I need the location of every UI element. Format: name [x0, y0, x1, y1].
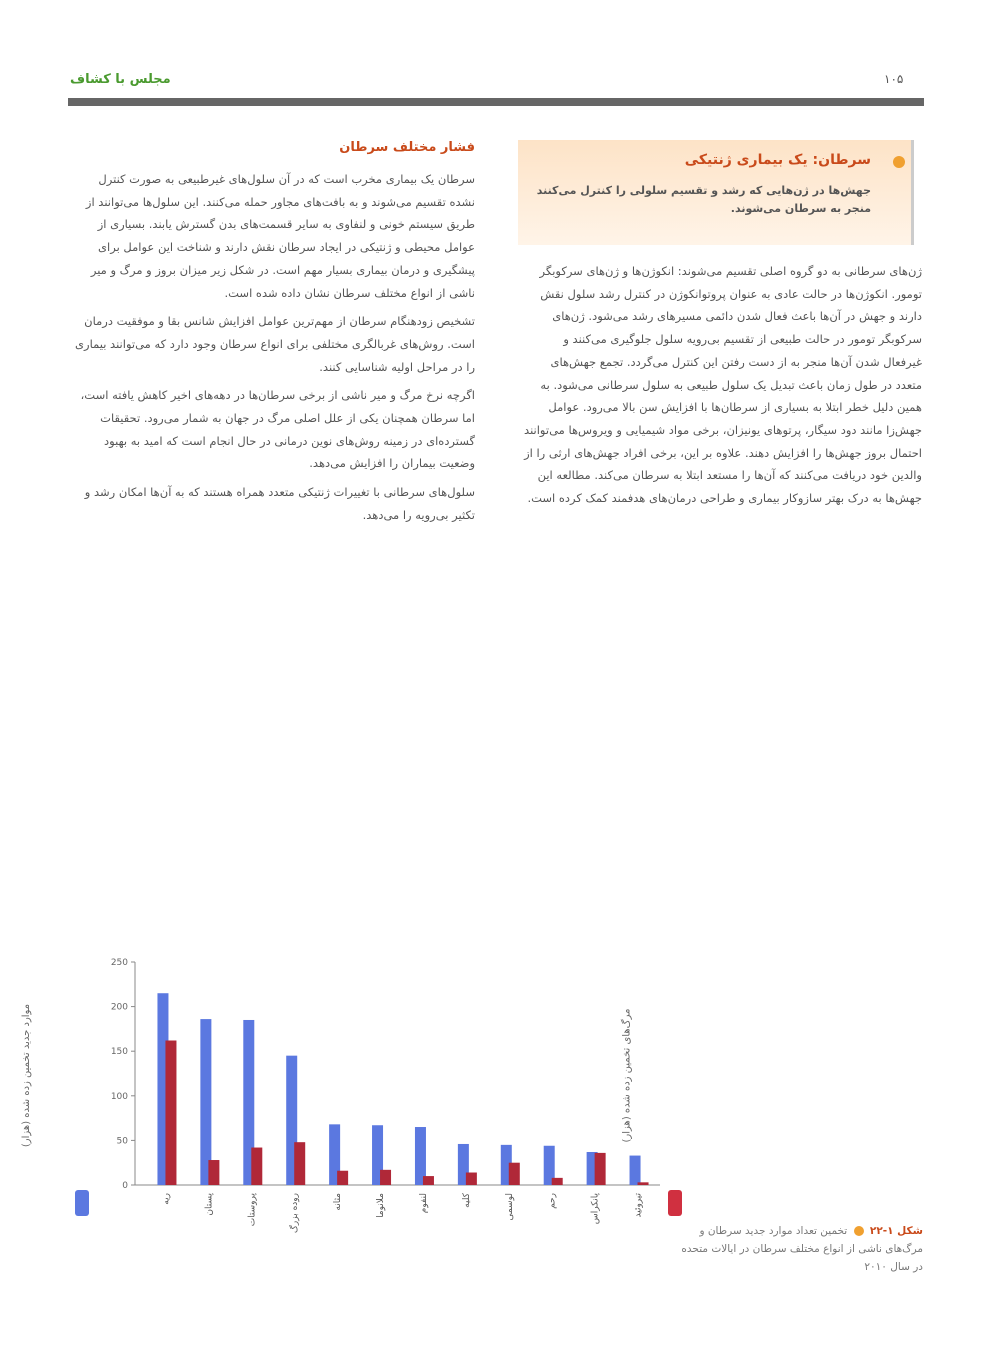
left-column-text: [70, 168, 475, 938]
bar-deaths: [509, 1163, 520, 1185]
right-axis-label: مرگ‌های تخمین زده شده (هزار): [621, 1008, 633, 1143]
section-title: فشار مختلف سرطان: [339, 140, 475, 155]
y-tick-label: 200: [110, 1002, 128, 1013]
y-tick-label: 250: [110, 958, 128, 968]
figure-caption: [678, 1222, 923, 1276]
paragraph: تشخیص زودهنگام سرطان از مهم‌ترین عوامل افزایش شانس بقا و موفقیت درمان است. روش‌های غربالگری مختلفی برای انواع سرطان وجود دارد که می‌توانند بیماری را در مراحل اولیه شناسایی کنند.: [75, 314, 475, 374]
y-tick-label: 50: [116, 1136, 128, 1147]
bar-deaths: [552, 1178, 563, 1185]
category-label: لوسمی: [504, 1193, 515, 1221]
figure-label: شکل ۱-۲۲: [869, 1225, 923, 1237]
category-label: ملانوما: [376, 1193, 387, 1218]
box-subtitle: جهش‌ها در ژن‌هایی که رشد و تقسیم سلولی را کنترل می‌کنند منجر به سرطان می‌شوند.: [536, 184, 871, 215]
bar-deaths: [595, 1153, 606, 1185]
bar-new-cases: [630, 1156, 641, 1185]
left-axis-label: موارد جدید تخمین زده شده (هزار): [21, 1003, 33, 1148]
paragraph: سرطان یک بیماری مخرب است که در آن سلول‌های غیرطبیعی به صورت کنترل نشده تقسیم می‌شوند و به بافت‌های مجاور حمله می‌کنند. این سلول‌ها می‌توانند از طریق سیستم خونی و لنفاوی به سایر قسمت‌های بدن گسترش یابند. بسیاری از عوامل محیطی و ژنتیکی در ایجاد سرطان نقش دارند و شناخت این عوامل برای پیشگیری و درمان بیماری بسیار مهم است. در شکل زیر میزان بروز و مرگ و میر ناشی از انواع مختلف سرطان نشان داده شده است.: [85, 172, 475, 300]
category-label: پانکراس: [590, 1193, 601, 1225]
header-divider: [68, 98, 924, 106]
category-label: رحم: [547, 1193, 558, 1209]
legend-deaths-swatch: [668, 1190, 682, 1216]
box-title: سرطان: یک بیماری ژنتیکی: [684, 152, 871, 168]
category-label: پستان: [204, 1193, 215, 1216]
category-label: پروستات: [247, 1193, 258, 1227]
cancer-bar-chart: [95, 950, 665, 1250]
bar-deaths: [208, 1160, 219, 1185]
bar-deaths: [294, 1142, 305, 1185]
bar-deaths: [638, 1182, 649, 1185]
bar-deaths: [251, 1148, 262, 1185]
paragraph: اگرچه نرخ مرگ و میر ناشی از برخی سرطان‌ها در دهه‌های اخیر کاهش یافته است، اما سرطان همچنان یکی از علل اصلی مرگ در جهان به شمار می‌رود. تحقیقات گسترده‌ای در زمینه روش‌های نوین درمانی در حال انجام است که امید به بهبود وضعیت بیماران را افزایش می‌دهد.: [80, 388, 475, 471]
bar-deaths: [466, 1173, 477, 1185]
category-label: روده بزرگ: [290, 1193, 301, 1234]
running-header-title: مجلس با کشاف: [70, 72, 171, 87]
key-concept-box: [518, 140, 914, 245]
bullet-icon: [893, 156, 905, 168]
bar-deaths: [337, 1171, 348, 1185]
bar-deaths: [380, 1170, 391, 1185]
y-tick-label: 100: [110, 1091, 128, 1102]
category-label: لنفوم: [418, 1193, 429, 1214]
category-label: تیروئید: [633, 1193, 644, 1218]
paragraph: ژن‌های سرطانی به دو گروه اصلی تقسیم می‌شوند: انکوژن‌ها و ژن‌های سرکوبگر تومور. انکوژن‌ها در حالت عادی به عنوان پروتوانکوژن در کنترل رشد سلول نقش دارند و جهش در آن‌ها باعث فعال شدن دائمی مسیرهای رشد می‌شود. ژن‌های سرکوبگر تومور در حالت طبیعی از تقسیم بی‌رویه سلول جلوگیری می‌کنند و غیرفعال شدن آن‌ها منجر به از دست رفتن این کنترل می‌گردد. تجمع جهش‌های متعدد در طول زمان باعث تبدیل یک سلول طبیعی به سلول سرطانی می‌شود. به همین دلیل خطر ابتلا به بسیاری از سرطان‌ها با افزایش سن بالا می‌رود. عوامل جهش‌زا مانند دود سیگار، پرتوهای یونیزان، برخی مواد شیمیایی و ویروس‌ها می‌توانند احتمال بروز جهش‌ها را افزایش دهند. علاوه بر این، برخی افراد جهش‌های ارثی را از والدین خود دریافت می‌کنند که آن‌ها را مستعد ابتلا به سرطان می‌کند. مطالعه این جهش‌ها به درک بهتر سازوکار بیماری و طراحی درمان‌های هدفمند کمک کرده است.: [524, 264, 922, 506]
category-label: ریه: [161, 1193, 172, 1205]
y-tick-label: 0: [122, 1181, 128, 1191]
bar-deaths: [423, 1176, 434, 1185]
category-label: مثانه: [333, 1193, 344, 1211]
y-tick-label: 150: [110, 1047, 128, 1058]
bar-deaths: [165, 1040, 176, 1185]
legend-new-cases-swatch: [75, 1190, 89, 1216]
paragraph: سلول‌های سرطانی با تغییرات ژنتیکی متعدد همراه هستند که به آن‌ها امکان رشد و تکثیر بی‌رویه را می‌دهد.: [84, 485, 475, 522]
right-column-text: [522, 260, 922, 950]
page-number: ۱۰۵: [884, 72, 904, 86]
figure-caption-text: تخمین تعداد موارد جدید سرطان و مرگ‌های ناشی از انواع مختلف سرطان در ایالات متحده در سال ۲۰۱۰: [681, 1225, 923, 1273]
caption-bullet-icon: [854, 1226, 864, 1236]
category-label: کلیه: [461, 1193, 472, 1208]
